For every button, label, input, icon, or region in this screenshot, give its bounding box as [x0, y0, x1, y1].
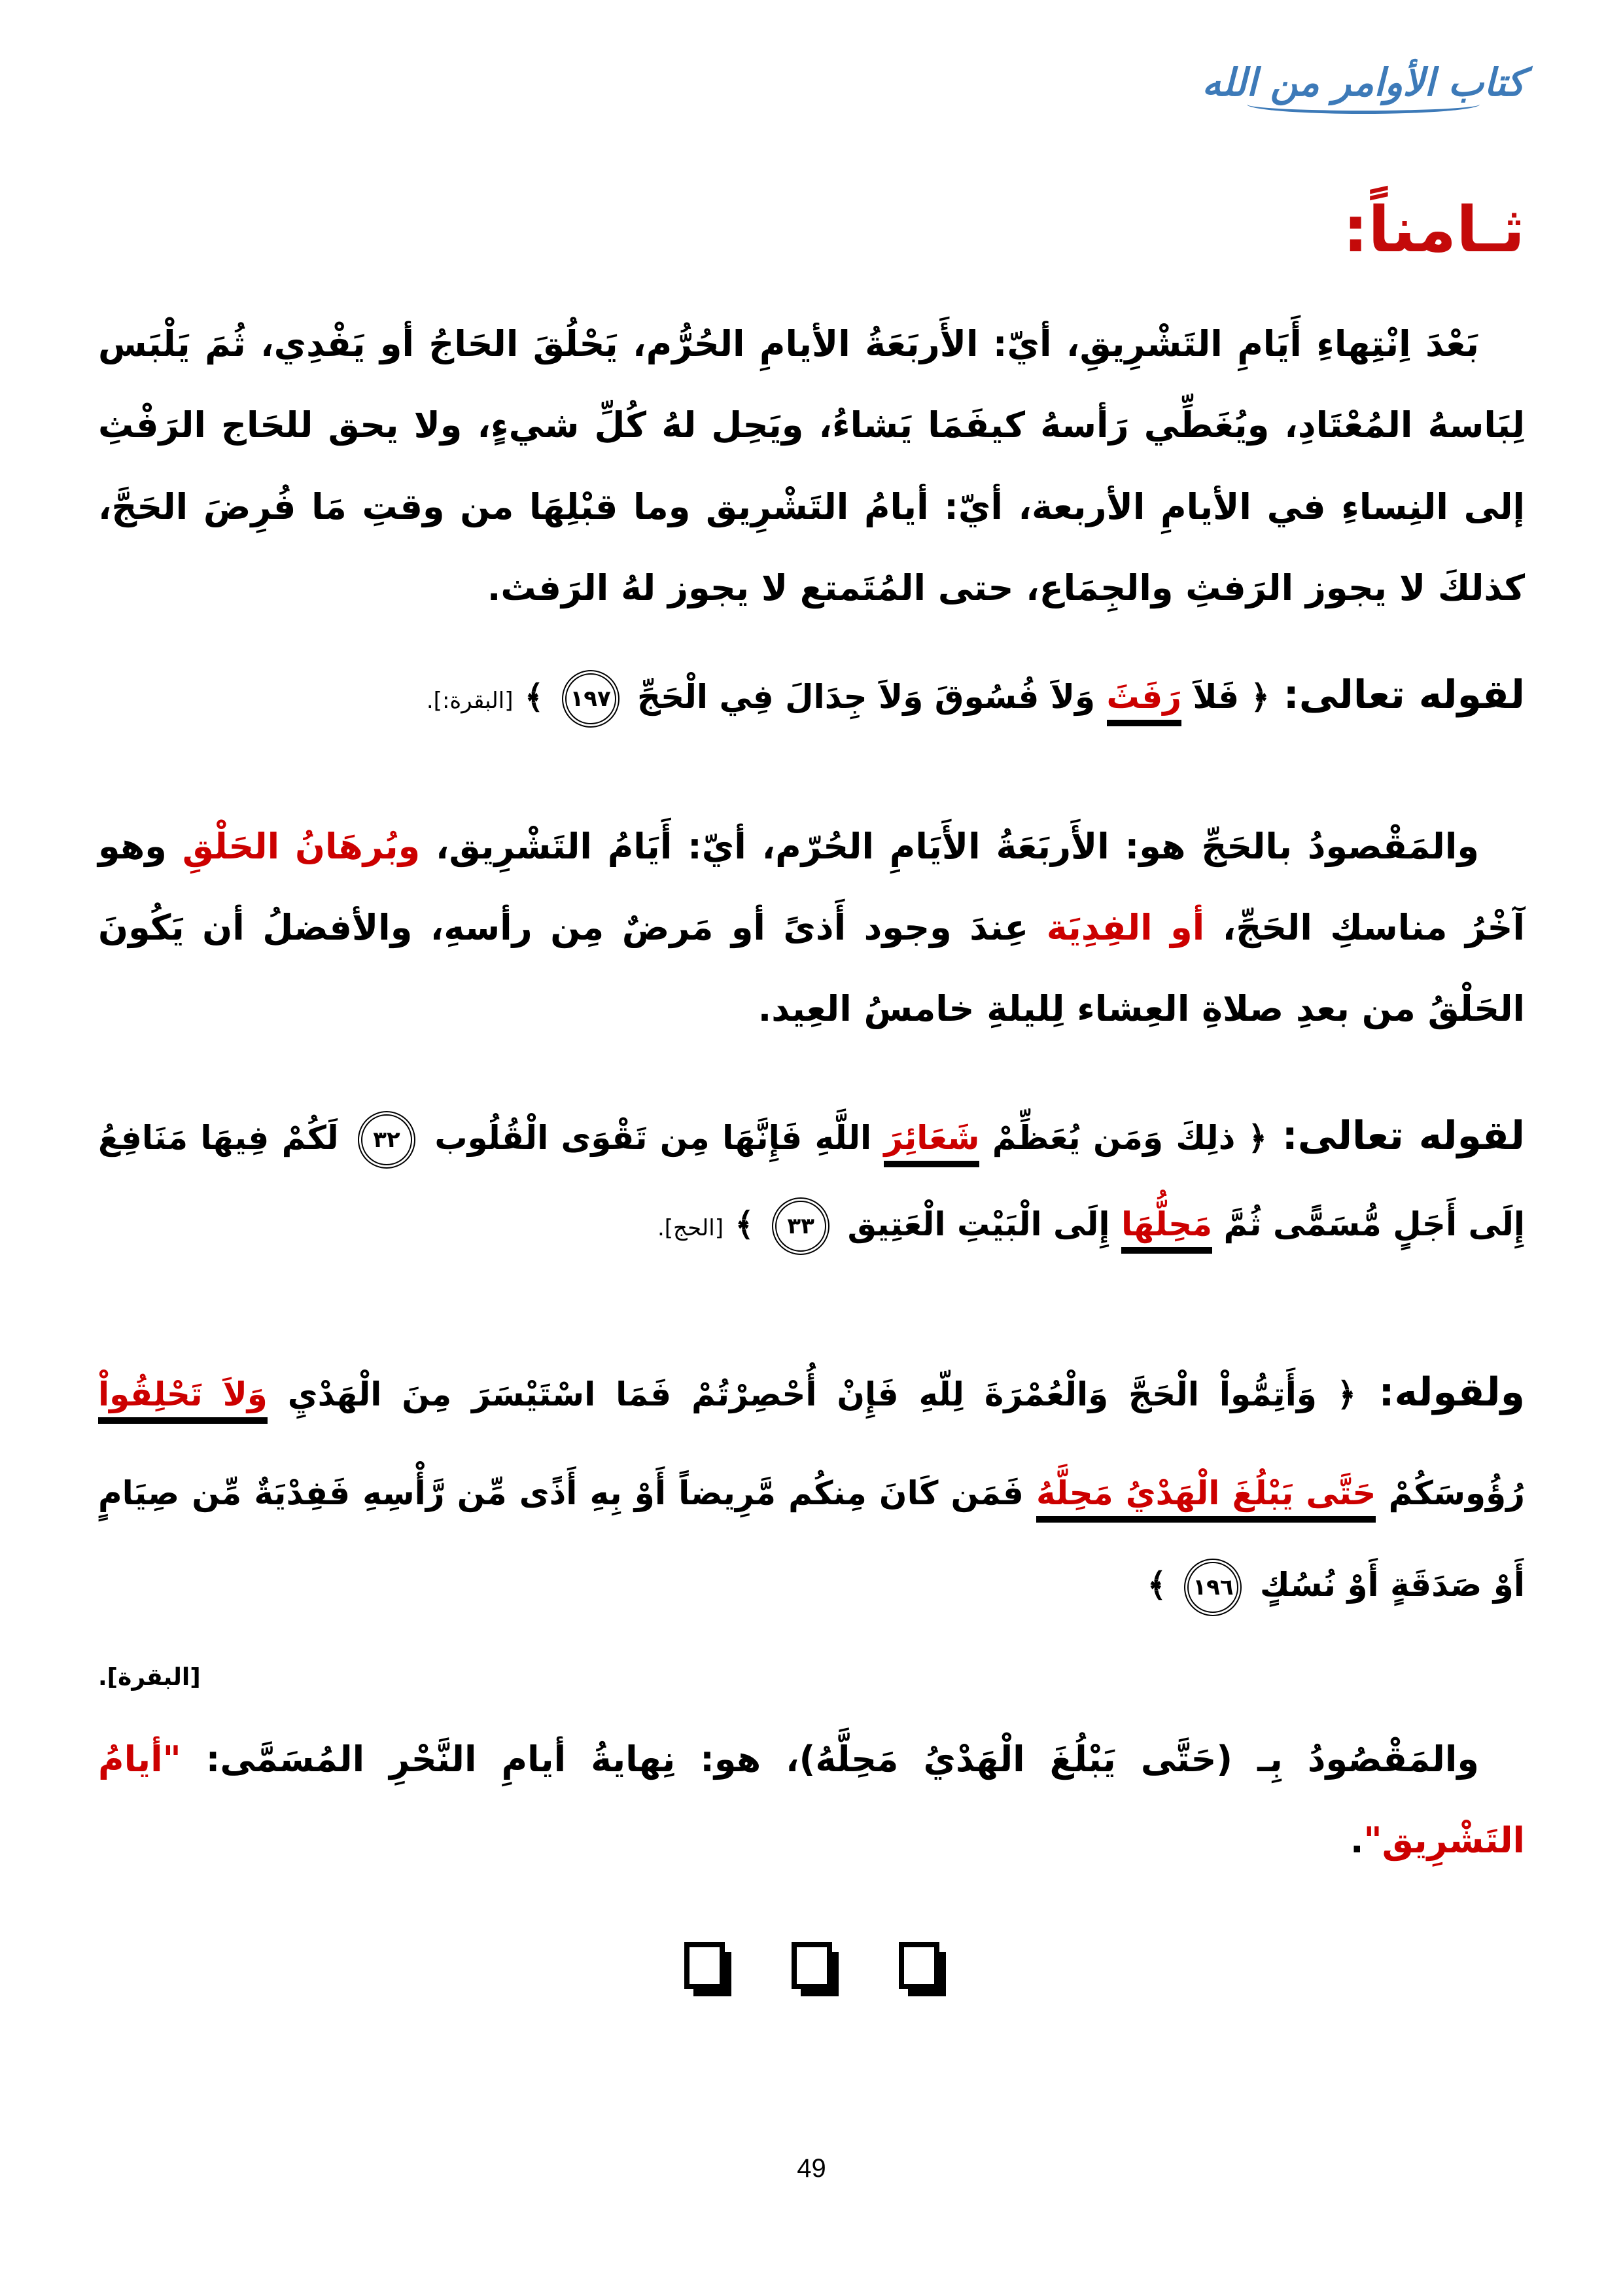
text-segment: ثـامناً: — [1343, 192, 1525, 266]
text-segment: ﴾ — [513, 677, 555, 716]
text-segment: ﴿ ذلِكَ وَمَن يُعَظِّمْ — [979, 1118, 1267, 1157]
verse-baqarah-196 — [86, 1337, 1525, 1631]
emphasized-phrase: أو الفِدِيَة — [1046, 907, 1205, 949]
page-number: 49 — [797, 2154, 826, 2183]
highlighted-word: مَحِلُّهَا — [1121, 1205, 1212, 1254]
quote-label: لقوله تعالى: — [1269, 671, 1525, 718]
text-segment: اللَّهِ فَإِنَّهَا مِن تَقْوَى الْقُلُوب — [422, 1118, 884, 1157]
highlighted-word: وَلاَ تَحْلِقُواْ — [98, 1375, 268, 1424]
text-segment: وَلاَ فُسُوقَ وَلاَ جِدَالَ فِي الْحَجِّ — [625, 677, 1107, 716]
text-segment: بَعْدَ اِنْتِهاءِ أَيَامِ التَشْرِيقِ، أيّ: الأَربَعَةُ الأيامِ الحُرُّم، يَحْلُقَ الحَاجُ أو يَفْدِي، ثُمَ يَلْبَس لِبَاسهُ المُعْتَادِ، ويُغَطِّي رَأسهُ كيفَمَا يَشاءُ، ويَحِل لهُ كُلِّ شيءٍ، ولا يحق للحَاج الرَفْثِ إلى النِساءِ في الأيامِ الأربعة، أيّ: أيامُ التَشْرِيق وما قبْلِهَا من وقتِ مَا فُرِضَ الحَجَّ، كذلكَ لا يجوز الرَفثِ والجِمَاع، حتى المُتَمتع لا يجوز لهُ الرَفث. — [86, 323, 1525, 609]
text-segment: ﴾ — [1147, 1566, 1178, 1604]
emphasized-phrase: "أيامُ التَشْرِيق" — [86, 1739, 1525, 1862]
ayah-number-medallion: ٣٢ — [358, 1111, 415, 1169]
emphasized-phrase: وبُرهَانُ الحَلْقِ — [182, 825, 421, 867]
text-segment: وهو آخْرُ مناسكِ الحَجِّ، — [86, 825, 1525, 949]
ayah-number-medallion: ١٩٦ — [1184, 1559, 1242, 1616]
main-content — [86, 192, 1525, 1882]
quote-label: ولقوله: — [1356, 1369, 1525, 1415]
surah-reference: [الحج]. — [657, 1214, 724, 1241]
text-segment: إِلَى الْبَيْتِ الْعَتِيق — [836, 1205, 1121, 1243]
book-title-calligraphy: كتاب الأوامر من الله — [1202, 62, 1525, 114]
text-segment: ﴿ فَلاَ — [1181, 677, 1270, 716]
shadowed-square-icon — [792, 1942, 832, 1989]
shadowed-square-icon — [684, 1942, 725, 1989]
text-segment: لَكُمْ فِيهَا مَنَافِعُ إِلَى أَجَلٍ مُّسَمًّى ثُمَّ — [86, 1118, 1525, 1243]
section-divider-squares — [98, 1942, 1525, 1989]
text-segment: ﴾ — [724, 1205, 766, 1243]
paragraph-intro — [86, 304, 1525, 629]
text-segment: ﴿ وَأَتِمُّواْ الْحَجَّ وَالْعُمْرَةَ لِلّهِ فَإِنْ أُحْصِرْتُمْ فَمَا اسْتَيْسَرَ مِنَ الْهَدْيِ — [267, 1375, 1357, 1413]
text-segment: والمَقْصودُ بالحَجِّ هو: الأَربَعَةُ الأَيَامِ الحُرّم، أيّ: أَيَامُ التَشْرِيق، — [420, 825, 1480, 867]
text-segment: [البقرة]. — [98, 1664, 201, 1691]
text-segment: . — [1350, 1820, 1364, 1862]
text-segment: فَمَن كَانَ مِنكُم مَّرِيضاً أَوْ بِهِ أَذًى مِّن رَّأْسِهِ فَفِدْيَةٌ مِّن صِيَامٍ أَوْ صَدَقَةٍ أَوْ نُسُكٍ — [86, 1474, 1525, 1604]
surah-reference: [البقرة:]. — [426, 687, 514, 714]
text-segment: رُؤُوسَكُمْ — [86, 1375, 1525, 1512]
highlighted-word: حَتَّى يَبْلُغَ الْهَدْيُ مَحِلَّهُ — [1036, 1474, 1376, 1523]
text-segment: عِندَ وجود أَذىً أو مَرضٌ مِن رأسهِ، والأفضلُ أن يَكُونَ الحَلْقُ من بعدِ صلاةِ العِشاء لِليلةِ خامسُ العِيد. — [86, 907, 1525, 1030]
ayah-number-medallion: ١٩٧ — [562, 670, 620, 728]
ayah-number-medallion: ٣٣ — [772, 1197, 829, 1255]
highlighted-word: شَعَائِرَ — [884, 1119, 979, 1167]
paragraph-conclusion — [86, 1719, 1525, 1881]
verse-hajj-32-33 — [86, 1088, 1525, 1265]
verse-baqarah-197 — [98, 647, 1525, 743]
paragraph-meaning — [86, 806, 1525, 1050]
shadowed-square-icon — [899, 1942, 939, 1989]
page-header — [98, 62, 1525, 114]
page-footer — [0, 2154, 1623, 2183]
quote-label: لقوله تعالى: — [1266, 1112, 1525, 1159]
text-segment: والمَقْصُودُ بِـ (حَتَّى يَبْلُغَ الْهَدْيُ مَحِلَّهُ)، هو: نِهايةُ أيامِ النَّحْرِ المُسَمَّى: — [181, 1739, 1479, 1780]
highlighted-word: رَفَثَ — [1107, 678, 1181, 726]
reference-baqarah — [98, 1663, 1525, 1691]
section-heading — [98, 194, 1525, 266]
